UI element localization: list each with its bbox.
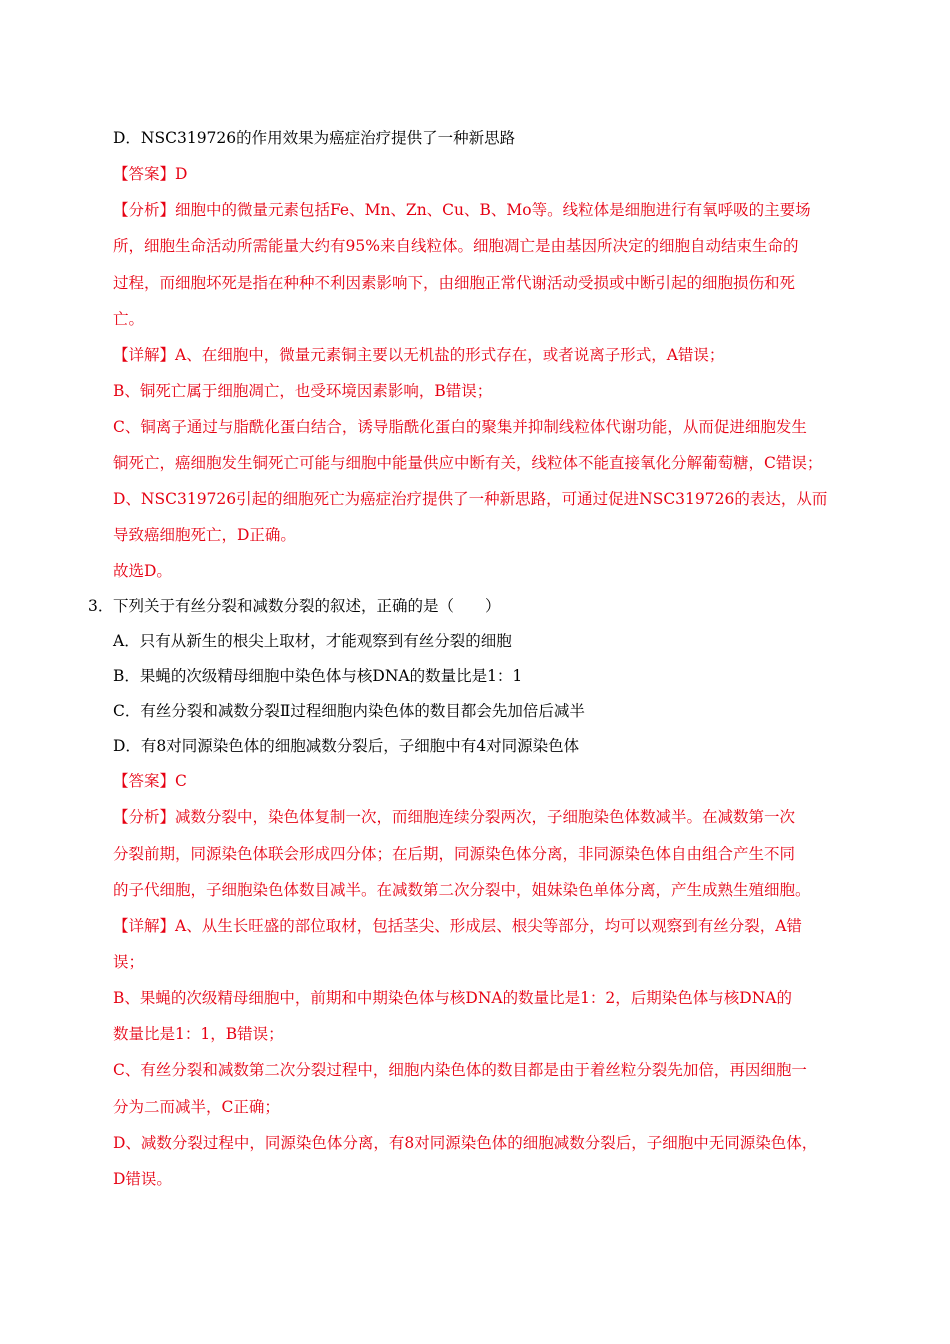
q2-detail-line: 导致癌细胞死亡，D正确。 xyxy=(113,526,296,544)
q2-analysis-line: 所，细胞生命活动所需能量大约有95%来自线粒体。细胞凋亡是由基因所决定的细胞自动结束生命的 xyxy=(113,237,799,255)
q2-analysis-line: 【分析】细胞中的微量元素包括Fe、Mn、Zn、Cu、B、Mo等。线粒体是细胞进行有氧呼吸的主要场 xyxy=(113,201,811,219)
q3-detail-line: D错误。 xyxy=(113,1170,172,1188)
q2-analysis-line: 过程，而细胞坏死是指在种种不利因素影响下，由细胞正常代谢活动受损或中断引起的细胞损伤和死 xyxy=(113,274,796,292)
q3-detail-line: 分为二而减半，C正确； xyxy=(113,1098,280,1116)
q3-number: 3． xyxy=(88,597,114,615)
q3-option-d: D．有8对同源染色体的细胞减数分裂后，子细胞中有4对同源染色体 xyxy=(113,737,580,755)
q2-answer: 【答案】D xyxy=(113,165,188,183)
q3-option-c: C．有丝分裂和减数分裂Ⅱ过程细胞内染色体的数目都会先加倍后减半 xyxy=(113,702,585,720)
q2-detail-line: D、NSC319726引起的细胞死亡为癌症治疗提供了一种新思路，可通过促进NSC319726的表达，从而 xyxy=(113,490,828,508)
q3-detail-line: D、减数分裂过程中，同源染色体分离，有8对同源染色体的细胞减数分裂后，子细胞中无同源染色体， xyxy=(113,1134,818,1152)
q3-analysis-line: 的子代细胞，子细胞染色体数目减半。在减数第二次分裂中，姐妹染色单体分离，产生成熟生殖细胞。 xyxy=(113,881,811,899)
q3-option-b: B．果蝇的次级精母细胞中染色体与核DNA的数量比是1：1 xyxy=(113,667,523,685)
q3-analysis-line: 【分析】减数分裂中，染色体复制一次，而细胞连续分裂两次，子细胞染色体数减半。在减数第一次 xyxy=(113,808,796,826)
q2-detail-line: B、铜死亡属于细胞凋亡，也受环境因素影响，B错误； xyxy=(113,382,493,400)
q2-detail-line: C、铜离子通过与脂酰化蛋白结合，诱导脂酰化蛋白的聚集并抑制线粒体代谢功能，从而促进细胞发生 xyxy=(113,418,807,436)
q3-answer: 【答案】C xyxy=(113,772,187,790)
q3-analysis-line: 分裂前期，同源染色体联会形成四分体；在后期，同源染色体分离，非同源染色体自由组合产生不同 xyxy=(113,845,796,863)
q3-stem: 下列关于有丝分裂和减数分裂的叙述，正确的是（ ） xyxy=(113,597,501,615)
q2-conclusion: 故选D。 xyxy=(113,562,172,580)
q3-option-a: A．只有从新生的根尖上取材，才能观察到有丝分裂的细胞 xyxy=(113,632,512,650)
q2-analysis-line: 亡。 xyxy=(113,310,145,328)
q3-detail-line: 【详解】A、从生长旺盛的部位取材，包括茎尖、形成层、根尖等部分，均可以观察到有丝分裂，A错 xyxy=(113,917,802,935)
q3-detail-line: C、有丝分裂和减数第二次分裂过程中，细胞内染色体的数目都是由于着丝粒分裂先加倍，再因细胞一 xyxy=(113,1061,807,1079)
q2-option-d: D．NSC319726的作用效果为癌症治疗提供了一种新思路 xyxy=(113,129,516,147)
q3-detail-line: 误； xyxy=(113,953,145,971)
q2-detail-line: 【详解】A、在细胞中，微量元素铜主要以无机盐的形式存在，或者说离子形式，A错误； xyxy=(113,346,725,364)
q3-detail-line: 数量比是1：1，B错误； xyxy=(113,1025,284,1043)
q2-detail-line: 铜死亡，癌细胞发生铜死亡可能与细胞中能量供应中断有关，线粒体不能直接氧化分解葡萄糖，C错误； xyxy=(113,454,823,472)
q3-detail-line: B、果蝇的次级精母细胞中，前期和中期染色体与核DNA的数量比是1：2，后期染色体与核DNA的 xyxy=(113,989,792,1007)
